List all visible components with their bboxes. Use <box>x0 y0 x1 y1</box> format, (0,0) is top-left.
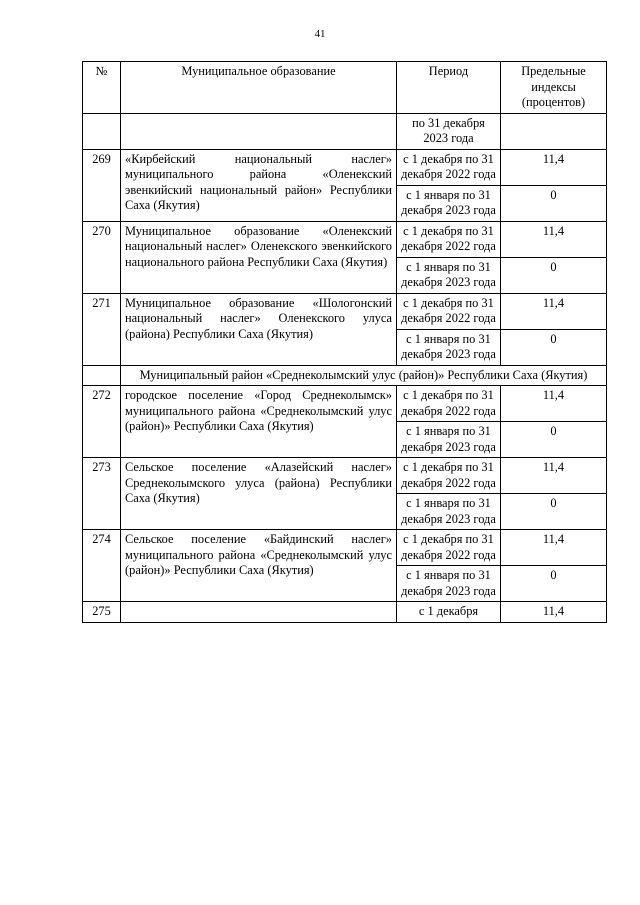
index-value: 11,4 <box>501 386 607 422</box>
table-row <box>83 386 607 422</box>
table-row <box>83 602 607 623</box>
municipality-name: «Кирбейский национальный наслег» муниципального района «Оленекский эвенкийский национальный район» Республики Саха (Якутия) <box>121 149 397 221</box>
limits-table <box>82 61 607 623</box>
period-cell: с 1 декабря по 31 декабря 2022 года <box>397 149 501 185</box>
header-period: Период <box>397 62 501 114</box>
row-number: 272 <box>83 386 121 458</box>
period-cell: с 1 декабря по 31 декабря 2022 года <box>397 386 501 422</box>
index-value: 11,4 <box>501 530 607 566</box>
index-value: 11,4 <box>501 221 607 257</box>
period-cell: с 1 января по 31 декабря 2023 года <box>397 329 501 365</box>
index-value: 11,4 <box>501 149 607 185</box>
table-row <box>83 221 607 257</box>
header-num: № <box>83 62 121 114</box>
period-cell: с 1 января по 31 декабря 2023 года <box>397 257 501 293</box>
row-number: 274 <box>83 530 121 602</box>
index-value: 0 <box>501 257 607 293</box>
period-cell: с 1 января по 31 декабря 2023 года <box>397 566 501 602</box>
period-cell: с 1 декабря по 31 декабря 2022 года <box>397 293 501 329</box>
row-number: 271 <box>83 293 121 365</box>
period-cell: с 1 декабря по 31 декабря 2022 года <box>397 221 501 257</box>
index-value: 0 <box>501 422 607 458</box>
table-row <box>83 530 607 566</box>
header-row <box>83 62 607 114</box>
continuation-row <box>83 113 607 149</box>
municipality-name: городское поселение «Город Среднеколымск» муниципального района «Среднеколымский улус (район)» Республики Саха (Якутия) <box>121 386 397 458</box>
index-value: 0 <box>501 566 607 602</box>
row-number: 273 <box>83 458 121 530</box>
index-value: 0 <box>501 494 607 530</box>
row-number: 275 <box>83 602 121 623</box>
period-cell: с 1 декабря <box>397 602 501 623</box>
period-cell: с 1 января по 31 декабря 2023 года <box>397 422 501 458</box>
index-value: 11,4 <box>501 293 607 329</box>
period-cell: с 1 января по 31 декабря 2023 года <box>397 185 501 221</box>
header-municipality: Муниципальное образование <box>121 62 397 114</box>
municipality-name: Сельское поселение «Байдинский наслег» муниципального района «Среднеколымский улус (район)» Республики Саха (Якутия) <box>121 530 397 602</box>
continuation-period: по 31 декабря 2023 года <box>397 113 501 149</box>
municipality-name: Сельское поселение «Алазейский наслег» Среднеколымского улуса (района) Республики Саха (Якутия) <box>121 458 397 530</box>
table-row <box>83 293 607 329</box>
municipality-name: Муниципальное образование «Оленекский национальный наслег» Оленекского эвенкийского национального района Республики Саха (Якутия) <box>121 221 397 293</box>
table-row <box>83 149 607 185</box>
index-value: 0 <box>501 329 607 365</box>
period-cell: с 1 декабря по 31 декабря 2022 года <box>397 530 501 566</box>
section-heading: Муниципальный район «Среднеколымский улус (район)» Республики Саха (Якутия) <box>121 365 607 386</box>
page-number: 41 <box>314 28 326 40</box>
section-heading-row <box>83 365 607 386</box>
row-number: 270 <box>83 221 121 293</box>
municipality-name: Муниципальное образование «Шологонский национальный наслег» Оленекского улуса (района) Республики Саха (Якутия) <box>121 293 397 365</box>
period-cell: с 1 декабря по 31 декабря 2022 года <box>397 458 501 494</box>
row-number: 269 <box>83 149 121 221</box>
table-row <box>83 458 607 494</box>
index-value: 11,4 <box>501 602 607 623</box>
period-cell: с 1 января по 31 декабря 2023 года <box>397 494 501 530</box>
index-value: 0 <box>501 185 607 221</box>
index-value: 11,4 <box>501 458 607 494</box>
header-index: Предельные индексы (процентов) <box>501 62 607 114</box>
